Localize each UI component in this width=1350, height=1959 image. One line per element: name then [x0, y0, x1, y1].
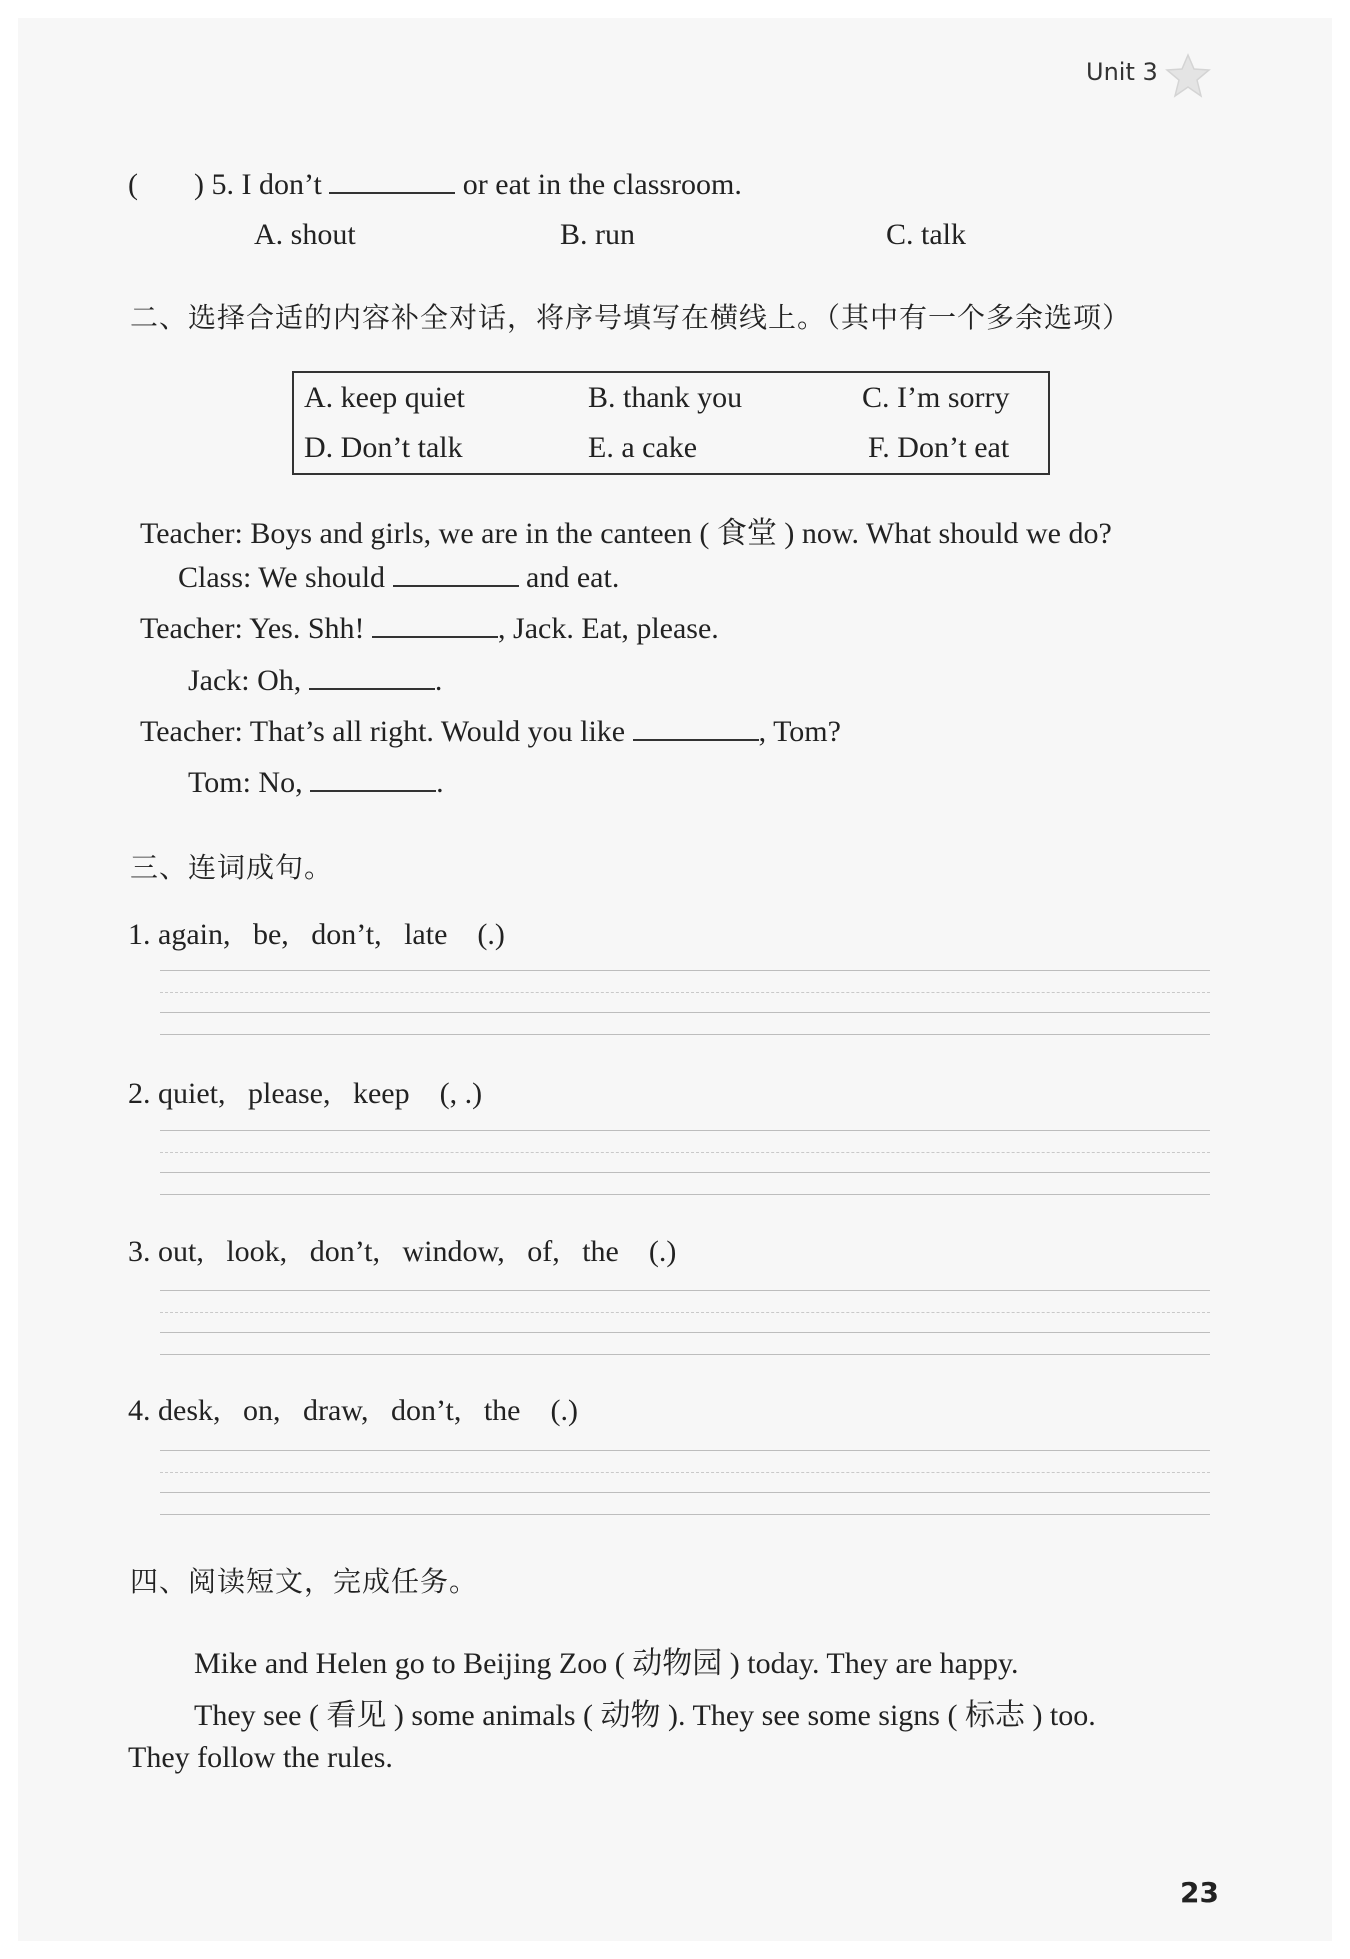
section4-title: 四、阅读短文，完成任务。 [130, 1565, 479, 1598]
word: late [404, 918, 448, 951]
word: quiet, [158, 1077, 226, 1110]
word: of, [527, 1235, 560, 1268]
word: draw, [303, 1394, 369, 1427]
sentence-item-4 [128, 1394, 578, 1428]
dialogue-text: Teacher: Yes. Shh! [140, 612, 365, 645]
item-number: 3. [128, 1235, 151, 1268]
option-b: B. thank you [588, 381, 743, 414]
dialogue-text: and eat. [526, 561, 620, 594]
reading-line-3: They follow the rules. [128, 1741, 393, 1774]
word: window, [402, 1235, 505, 1268]
answer-paren-close: ) [194, 168, 204, 201]
q5-option-c: C. talk [886, 218, 966, 251]
q5-option-a: A. shout [254, 218, 356, 251]
sentence-item-1 [128, 918, 505, 952]
item-number: 4. [128, 1394, 151, 1427]
dialogue-blank-5[interactable] [310, 764, 436, 792]
word: the [582, 1235, 619, 1268]
dialogue-blank-2[interactable] [372, 610, 498, 638]
word: be, [252, 918, 289, 951]
dialogue-text: Teacher: That’s all right. Would you like [140, 715, 626, 748]
answer-paren-open: ( [128, 168, 138, 201]
dialogue-line-3 [140, 610, 719, 646]
writing-lines-1[interactable] [160, 970, 1210, 1040]
dialogue-text: Tom: No, [188, 766, 303, 799]
dialogue-line-1: Teacher: Boys and girls, we are in the canteen ( 食堂 ) now. What should we do? [140, 517, 1112, 550]
q5-blank[interactable] [329, 166, 455, 194]
dialogue-text: . [434, 664, 443, 697]
dialogue-text: . [436, 766, 444, 799]
dialogue-text: , Jack. Eat, please. [498, 612, 719, 645]
word: again, [158, 918, 231, 951]
punctuation-hint: (, .) [439, 1077, 483, 1110]
option-e: E. a cake [588, 431, 698, 464]
option-f: F. Don’t eat [868, 431, 1010, 464]
punctuation-hint: (.) [477, 918, 505, 951]
punctuation-hint: (.) [648, 1235, 677, 1268]
section2-title: 二、选择合适的内容补全对话，将序号填写在横线上。（其中有一个多余选项） [130, 301, 1132, 334]
item-number: 2. [128, 1077, 151, 1110]
q5-stem-before: 5. I don’t [211, 168, 322, 201]
word: don’t, [391, 1394, 462, 1427]
dialogue-blank-1[interactable] [393, 559, 519, 587]
writing-lines-3[interactable] [160, 1290, 1210, 1360]
star-icon [1164, 52, 1212, 100]
writing-lines-2[interactable] [160, 1130, 1210, 1200]
dialogue-blank-4[interactable] [633, 713, 759, 741]
reading-line-1: Mike and Helen go to Beijing Zoo ( 动物园 ) today. They are happy. [194, 1647, 1019, 1680]
options-box [292, 371, 1050, 475]
option-a: A. keep quiet [304, 381, 465, 414]
word: look, [226, 1235, 288, 1268]
dialogue-line-6 [188, 764, 444, 800]
word: desk, [158, 1394, 221, 1427]
section3-title: 三、连词成句。 [130, 851, 334, 884]
writing-lines-4[interactable] [160, 1450, 1210, 1520]
word: the [483, 1394, 521, 1427]
dialogue-line-2 [178, 559, 619, 595]
page-number: 23 [1180, 1876, 1219, 1909]
item-number: 1. [128, 918, 151, 951]
q5-option-b: B. run [560, 218, 635, 251]
reading-line-2: They see ( 看见 ) some animals ( 动物 ). They see some signs ( 标志 ) too. [194, 1699, 1096, 1732]
dialogue-blank-3[interactable] [309, 662, 435, 690]
dialogue-text: Class: We should [178, 561, 386, 594]
word: out, [158, 1235, 204, 1268]
word: don’t, [309, 1235, 380, 1268]
dialogue-line-4 [188, 662, 442, 698]
option-c: C. I’m sorry [862, 381, 1010, 414]
dialogue-text: , Tom? [758, 715, 841, 748]
sentence-item-3 [128, 1235, 676, 1269]
sentence-item-2 [128, 1077, 482, 1111]
q5-line [128, 166, 742, 202]
word: please, [248, 1077, 331, 1110]
dialogue-line-5 [140, 713, 841, 749]
word: keep [352, 1077, 410, 1110]
dialogue-text: Jack: Oh, [188, 664, 302, 697]
word: on, [243, 1394, 281, 1427]
punctuation-hint: (.) [550, 1394, 578, 1427]
q5-stem-after: or eat in the classroom. [462, 168, 742, 201]
unit-label: Unit 3 [1086, 58, 1158, 86]
word: don’t, [311, 918, 382, 951]
option-d: D. Don’t talk [304, 431, 463, 464]
